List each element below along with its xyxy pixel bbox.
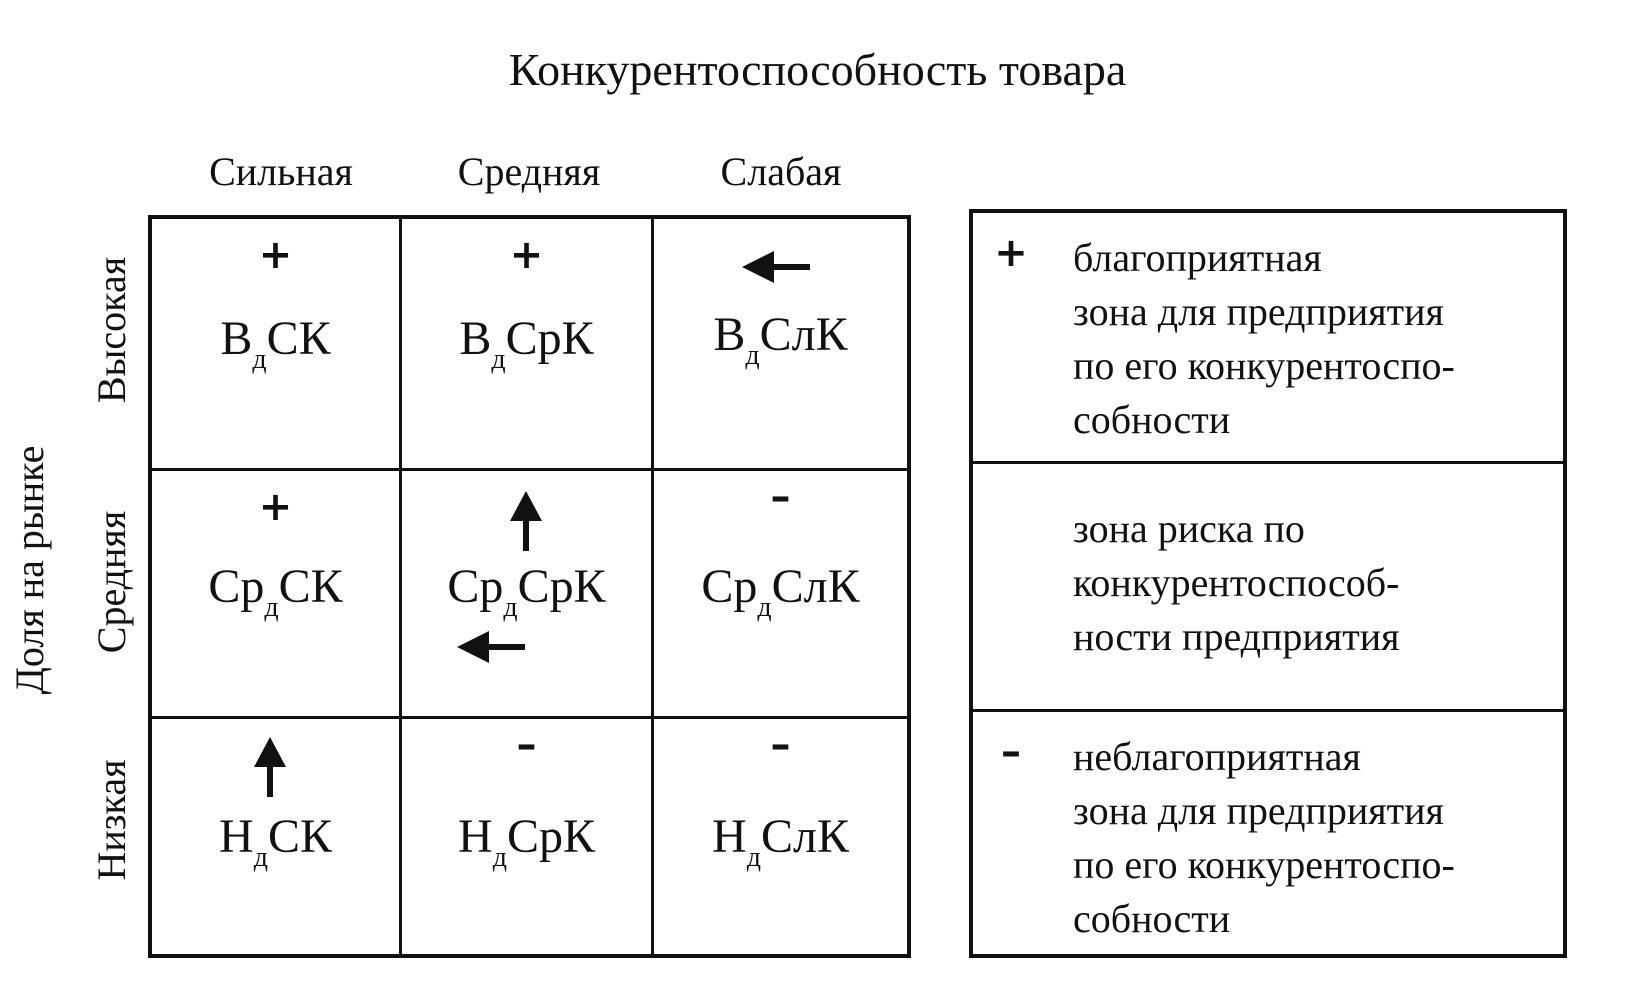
legend-row-unfavorable [973, 712, 1563, 954]
cell-code: $Ср_дСК$ [208, 560, 343, 623]
legend-row-favorable [973, 213, 1563, 464]
cell-code: $В_дСрК$ [459, 312, 594, 375]
row-header-high: Высокая [89, 256, 134, 404]
arrow-up-icon [250, 737, 290, 797]
matrix-cell [402, 471, 654, 719]
cell-code: $Ср_дСлК$ [701, 560, 860, 623]
column-header-medium: Средняя [457, 149, 601, 194]
cell-code: $Ср_дСрК$ [447, 560, 606, 623]
column-header-weak: Слабая [720, 149, 842, 194]
y-axis-label: Доля на рынке [7, 445, 52, 695]
zone-sign: – [516, 722, 537, 768]
zone-sign: + [258, 232, 293, 278]
matrix-cell [152, 471, 402, 719]
zone-sign: + [258, 484, 293, 530]
plus-icon: + [994, 230, 1028, 276]
legend-text: зона риска по конкурентоспособ- ности предприятия [1073, 506, 1400, 659]
matrix-cell [654, 719, 907, 954]
legend [969, 209, 1567, 958]
matrix-cell [654, 471, 907, 719]
legend-text: благоприятная зона для предприятия по его конкурентоспо- собности [1073, 235, 1455, 442]
arrow-up-icon [506, 491, 546, 551]
cell-code: $В_дСК$ [220, 312, 331, 375]
legend-text: неблагоприятная зона для предприятия по его конкурентоспо- собности [1073, 734, 1455, 941]
row-header-medium: Средняя [89, 510, 134, 654]
minus-icon: – [1001, 729, 1021, 775]
matrix-cell [152, 719, 402, 954]
legend-row-risk [973, 464, 1563, 712]
row-header-low: Низкая [89, 759, 134, 881]
zone-sign: + [509, 232, 544, 278]
matrix-cell [402, 219, 654, 471]
competitiveness-matrix [148, 215, 911, 958]
cell-code: $Н_дСК$ [219, 810, 332, 873]
column-header-strong: Сильная [209, 149, 353, 194]
matrix-cell [654, 219, 907, 471]
cell-code: $Н_дСрК$ [458, 810, 595, 873]
zone-sign: – [770, 474, 791, 520]
matrix-cell [402, 719, 654, 954]
cell-code: $В_дСлК$ [713, 308, 848, 371]
cell-code: $Н_дСлК$ [712, 810, 849, 873]
arrow-left-icon [742, 249, 812, 285]
zone-sign: – [770, 722, 791, 768]
diagram-title: Конкурентоспособность товара [508, 44, 1127, 95]
arrow-left-icon [457, 629, 527, 665]
matrix-cell [152, 219, 402, 471]
